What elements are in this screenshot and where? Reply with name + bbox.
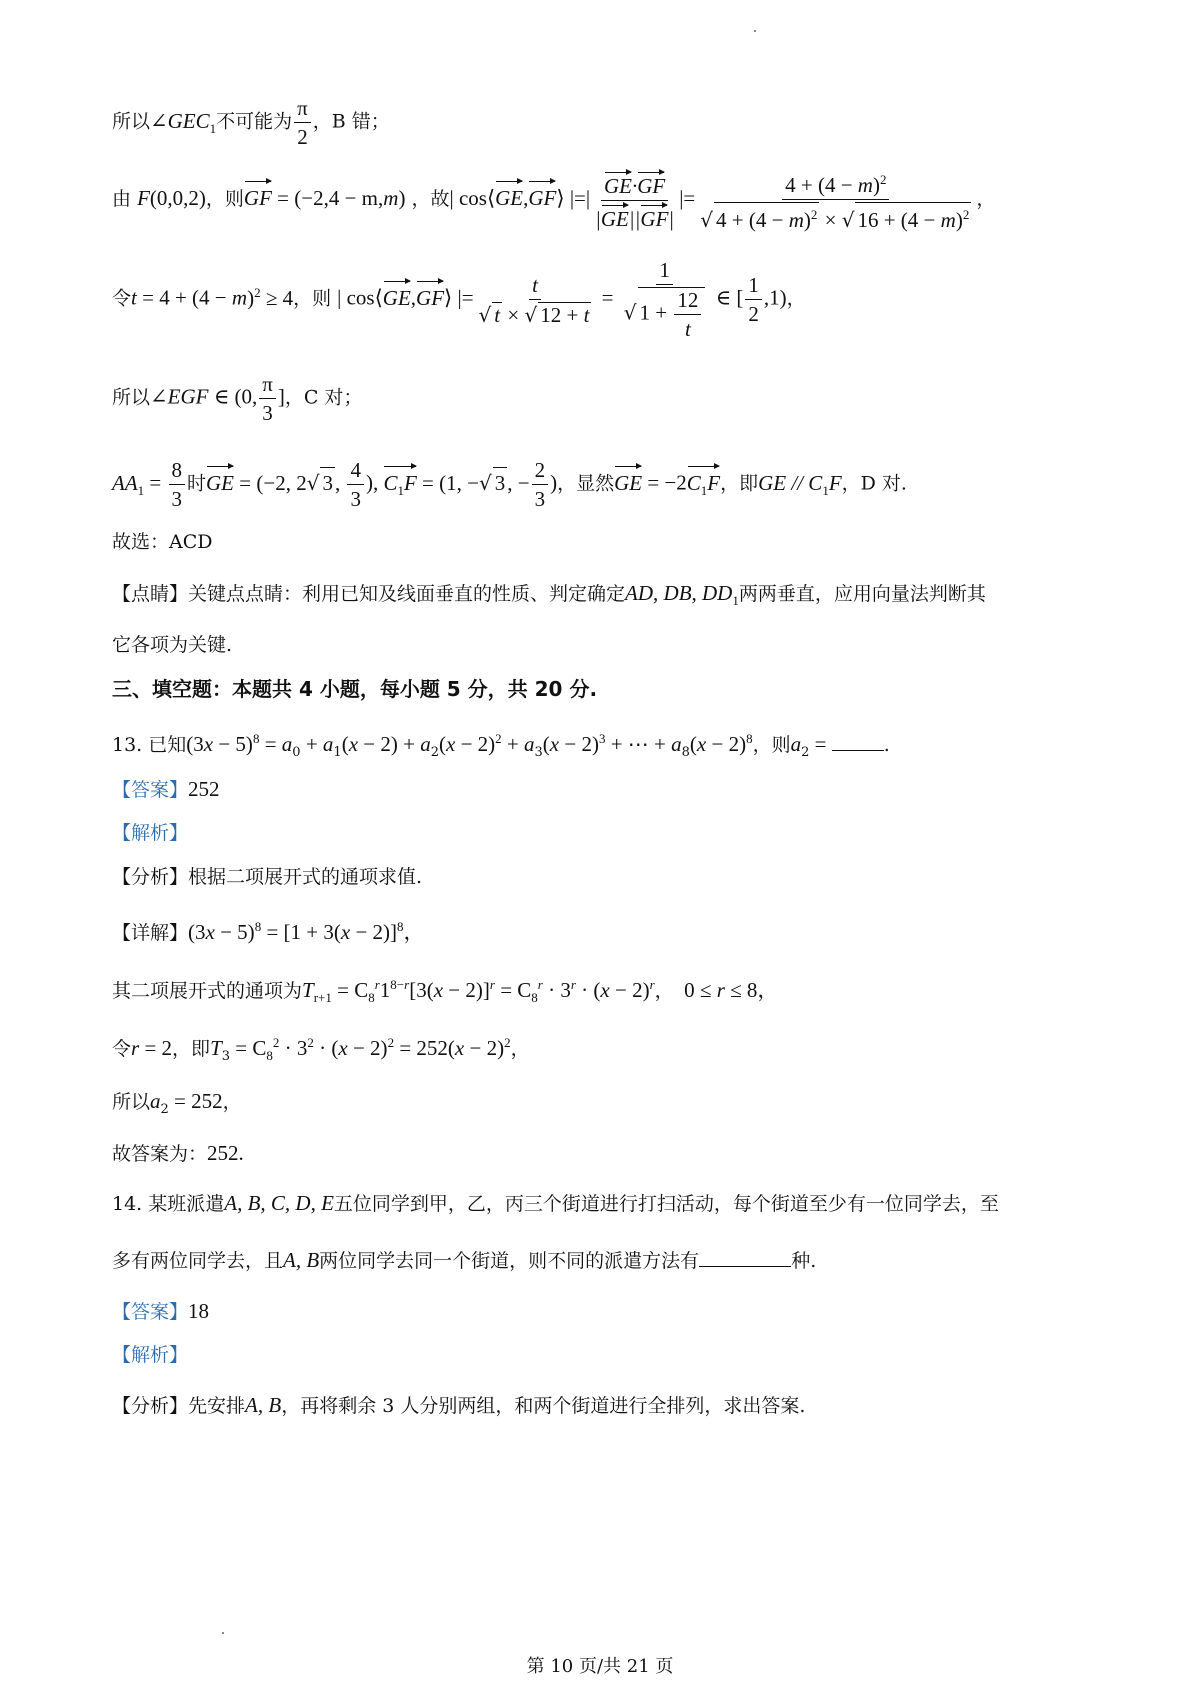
answer-blank-13[interactable] — [832, 730, 884, 751]
jiexi-14: 【解析】 — [112, 1344, 189, 1366]
line-angle-gec1: 所以$\angle GEC_1$不可能为 $\frac{\pi}{2}$ ，B 错； — [112, 96, 390, 149]
answer-13: 【答案】252 — [112, 777, 220, 801]
line-aa1-case: $AA_1$ = $\frac{8}{3}$ 时GE = (−2, 2√ 3, $\frac{4}{3}$ ), $C_1F = (1$, −√ 3, − $\frac{2}{3}$ )，显然GE = $-2C_1F$，即GE // $C_1F$，D 对. — [112, 458, 907, 511]
line-let-r: 令r = 2，即$T_3 = C_8^2 \cdot 3^2 \cdot (x - 2)^2 = 252(x - 2)^2$， — [112, 1035, 530, 1064]
question-14: 14. 某班派遣A, B, C, D, E五位同学到甲，乙，丙三个街道进行打扫活动，每个街道至少有一位同学去，至 — [112, 1191, 999, 1215]
scan-speck — [754, 30, 756, 32]
answer-14: 【答案】18 — [112, 1299, 210, 1323]
fenxi-14: 【分析】先安排A, B，再将剩余 3 人分别两组，和两个街道进行全排列，求出答案. — [112, 1393, 806, 1417]
xiangjie-13: 【详解】$(3x - 5)^8 = [1 + 3(x - 2)]^8$， — [112, 919, 425, 944]
scan-speck — [222, 1632, 224, 1634]
line-dianjing: 【点睛】关键点点睛：利用已知及线面垂直的性质、判定确定AD, DB, $DD_1$两两垂直，应用向量法判断其 — [112, 581, 986, 609]
line-a2-result: 所以$a_2 = 252$， — [112, 1089, 242, 1117]
section-header-fill-blank: 三、填空题：本题共 4 小题，每小题 5 分，共 20 分. — [112, 677, 598, 701]
line-answer-choice: 故选：ACD — [112, 531, 213, 553]
line-final-13: 故答案为：252. — [112, 1141, 244, 1165]
line-angle-egf: 所以∠EGF ∈ (0, $\frac{\pi}{3}$ ]，C 对； — [112, 372, 363, 425]
page-footer: 第 10 页/共 21 页 — [526, 1656, 674, 1677]
line-substitute-t: 令$t = 4 + (4 - m)^2 \ge 4$，则 | cos⟨GE,GF⟩ |= $\frac{t}{√ t \times √ 12 + t}$ = 1 √ 1 + $\frac{12}{t}$ ∈ [ $\frac{1}{2}$ ,1)， — [112, 258, 806, 341]
line-cos-ge-gf: 由 F(0,0,2)，则GF = (−2,4 − m,m) ，故| cos⟨GE,GF⟩ |=| $\frac{GE\cdot GF}{|GE||GF|}$ |= $\frac{4 + (4 - m)^2}{√ 4 + (4 - m)^2 \times √ 16 + (4 - m)^2}$ ， — [112, 168, 1100, 232]
line-general-term: 其二项展开式的通项为$T_{r+1} = C_8^r1^{8-r}[3(x - 2)]^r = C_8^r \cdot 3^r \cdot (x - 2)^r$， 0 ≤ r ≤ 8， — [112, 977, 779, 1006]
answer-blank-14[interactable] — [699, 1246, 791, 1267]
fenxi-13: 【分析】根据二项展开式的通项求值. — [112, 866, 423, 888]
line-dianjing-cont: 它各项为关键. — [112, 634, 233, 656]
question-13: 13. 已知$(3x - 5)^8 = a_0 + a_1(x - 2) + a_2(x - 2)^2 + a_3(x - 2)^3$ + ⋯ + $a_8(x - 2)^8$，则$a_2$ = . — [112, 731, 890, 760]
question-14-cont: 多有两位同学去，且A, B两位同学去同一个街道，则不同的派遣方法有 种. — [112, 1248, 817, 1272]
jiexi-13: 【解析】 — [112, 822, 189, 844]
